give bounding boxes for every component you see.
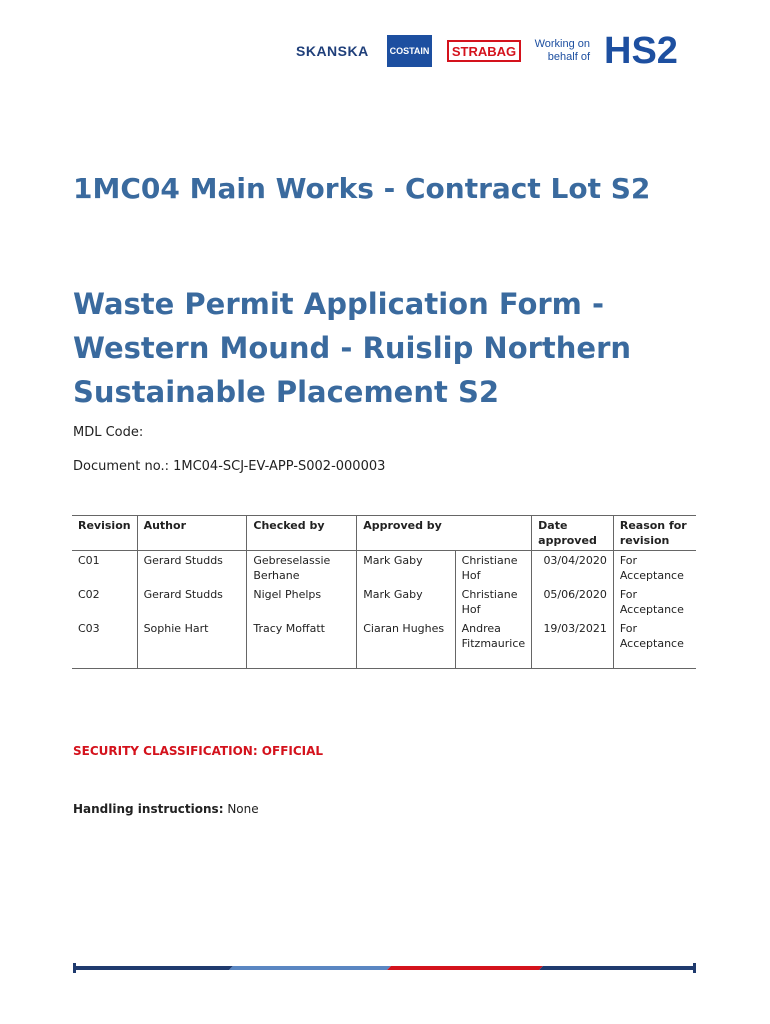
reason-header: Reason for revision — [613, 516, 696, 551]
working-on-behalf-of-text — [528, 38, 590, 64]
checked-by-cell: Nigel Phelps — [247, 585, 357, 619]
behalf-of-line: behalf of — [547, 51, 590, 63]
footer-blue-segment — [229, 966, 391, 970]
costain-logo: COSTAIN — [387, 35, 432, 67]
checked-by-cell: Gebreselassie Berhane — [247, 551, 357, 586]
approved-by-cell: Mark Gaby — [357, 551, 455, 586]
footer-navy-segment — [76, 966, 233, 970]
document-subtitle: Waste Permit Application Form - Western Mound - Ruislip Northern Sustainable Placement S2 — [73, 287, 632, 409]
partner-logos — [290, 30, 700, 74]
reason-cell: For Acceptance — [613, 619, 696, 669]
author-cell: Gerard Studds — [137, 585, 247, 619]
date-approved-cell: 05/06/2020 — [532, 585, 614, 619]
revision-table-header — [72, 516, 696, 551]
footer-right-cap — [693, 963, 696, 973]
hs2-logo: HS2 — [604, 30, 678, 72]
approved-by-cell-2: Andrea Fitzmaurice — [455, 619, 532, 669]
reason-cell: For Acceptance — [619, 588, 684, 616]
revision-header: Revision — [72, 516, 137, 551]
checked-by-cell: Tracy Moffatt — [247, 619, 357, 669]
table-row — [72, 585, 696, 619]
reason-cell: For Acceptance — [619, 554, 684, 582]
author-header: Author — [137, 516, 247, 551]
approved-by-header: Approved by — [357, 516, 532, 551]
date-approved-cell: 19/03/2021 — [532, 619, 614, 669]
document-number: Document no.: 1MC04-SCJ-EV-APP-S002-000003 — [73, 459, 386, 474]
footer-stripe — [73, 962, 696, 974]
working-on-line: Working on — [534, 38, 590, 50]
approved-by-cell-2: Christiane Hof — [455, 551, 532, 586]
footer-left-cap — [73, 963, 76, 973]
table-row — [72, 551, 696, 586]
author-cell: Sophie Hart — [137, 619, 247, 669]
footer-navy-segment-2 — [539, 966, 693, 970]
handling-value: None — [223, 802, 259, 816]
document-title: 1MC04 Main Works - Contract Lot S2 — [73, 172, 651, 205]
approved-by-cell: Mark Gaby — [357, 585, 455, 619]
revision-cell: C01 — [72, 551, 137, 586]
date-approved-header: Date approved — [532, 516, 614, 551]
revision-cell: C03 — [72, 619, 137, 669]
strabag-logo: STRABAG — [447, 40, 521, 62]
footer-red-segment — [387, 966, 543, 970]
handling-label: Handling instructions: — [73, 802, 224, 816]
approved-by-cell-2: Christiane Hof — [455, 585, 532, 619]
mdl-code-label: MDL Code: — [73, 425, 144, 440]
revision-table — [72, 515, 696, 669]
date-approved-cell: 03/04/2020 — [532, 551, 614, 586]
checked-by-header: Checked by — [247, 516, 357, 551]
author-cell: Gerard Studds — [137, 551, 247, 586]
skanska-logo: SKANSKA — [296, 43, 369, 59]
revision-cell: C02 — [72, 585, 137, 619]
approved-by-cell: Ciaran Hughes — [357, 619, 455, 669]
table-row — [72, 619, 696, 669]
security-classification: SECURITY CLASSIFICATION: OFFICIAL — [73, 744, 324, 758]
handling-instructions — [73, 802, 259, 816]
